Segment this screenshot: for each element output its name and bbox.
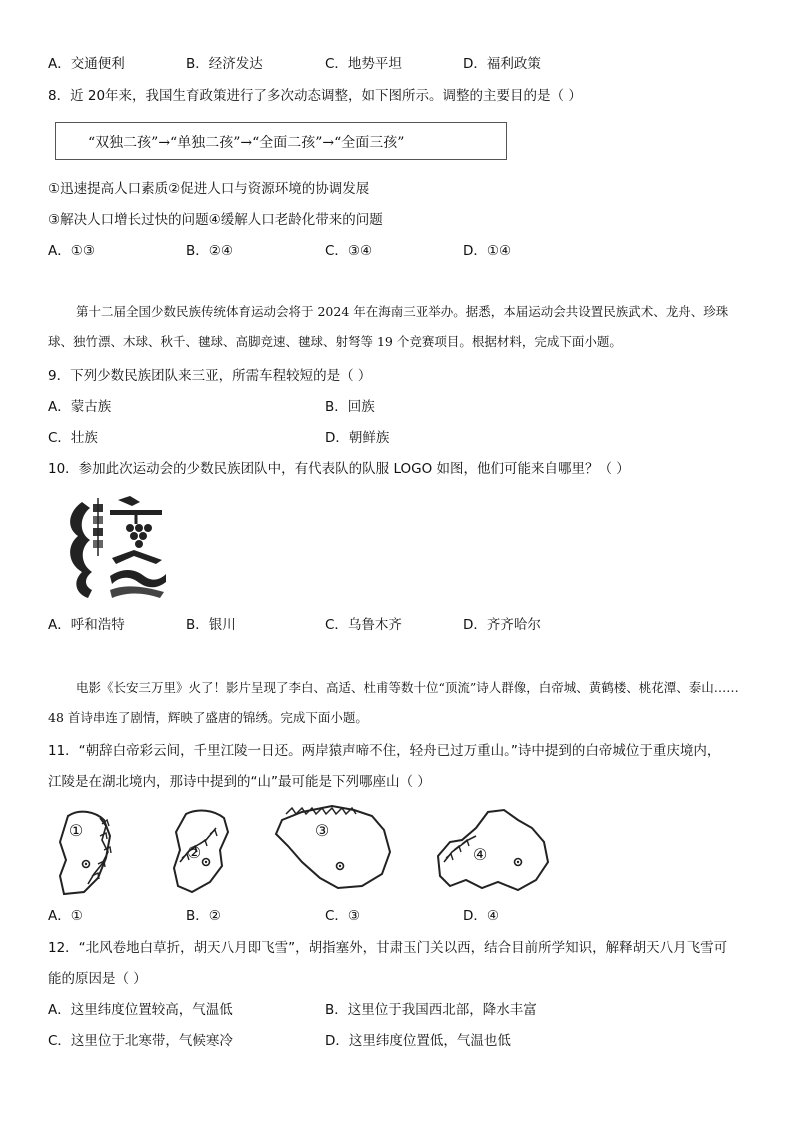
- q8-option-c: C．③④: [325, 243, 373, 259]
- q11-option-b: B．②: [186, 908, 221, 924]
- team-logo-image: [60, 494, 172, 602]
- q10-stem: 10．参加此次运动会的少数民族团队中，有代表队的队服 LOGO 如图，他们可能来自哪里？（ ）: [48, 461, 630, 477]
- q10-option-d: D．齐齐哈尔: [463, 617, 541, 633]
- map-1-label: ①: [68, 821, 84, 840]
- q11-option-d: D．④: [463, 908, 499, 924]
- q8-option-a: A．①③: [48, 243, 95, 259]
- q9-stem: 9．下列少数民族团队来三亚，所需车程较短的是（ ）: [48, 368, 372, 384]
- province-map-3: [272, 800, 394, 892]
- q10-option-b: B．银川: [186, 617, 236, 633]
- province-map-4: [432, 806, 554, 892]
- q8-option-b: B．②④: [186, 243, 233, 259]
- q12-stem-line-2: 能的原因是（ ）: [48, 971, 147, 987]
- q12-option-a: A．这里纬度位置较高，气温低: [48, 1002, 233, 1018]
- policy-sequence: “双独二孩”→“单独二孩”→“全面二孩”→“全面三孩”: [88, 135, 405, 151]
- q7-option-b: B．经济发达: [186, 56, 263, 72]
- q10-option-a: A．呼和浩特: [48, 617, 125, 633]
- q8-option-d: D．①④: [463, 243, 512, 259]
- q9-option-b: B．回族: [325, 399, 375, 415]
- q12-option-c: C．这里位于北寒带，气候寒冷: [48, 1033, 233, 1049]
- q7-option-a: A．交通便利: [48, 56, 125, 72]
- q9-option-c: C．壮族: [48, 430, 98, 446]
- map-2-label: ②: [186, 843, 202, 862]
- province-map-2: [166, 806, 236, 896]
- q9-option-a: A．蒙古族: [48, 399, 112, 415]
- material-1: 第十二届全国少数民族传统体育运动会将于 2024 年在海南三亚举办。据悉，本届运动会共设置民族武术、龙舟、珍珠球、独竹漂、木球、秋千、毽球、高脚竞速、毽球、射弩等 19 个竞赛项目。根据材料，完成下面小题。: [48, 304, 729, 349]
- province-map-1: [50, 806, 130, 896]
- map-3-label: ③: [314, 821, 330, 840]
- q11-option-c: C．③: [325, 908, 361, 924]
- material-2: 电影《长安三万里》火了！影片呈现了李白、高适、杜甫等数十位“顶流”诗人群像，白帝城、黄鹤楼、桃花潭、泰山……48 首诗串连了剧情，辉映了盛唐的锦绣。完成下面小题。: [48, 680, 739, 725]
- q7-option-d: D．福利政策: [463, 56, 541, 72]
- q12-option-d: D．这里纬度位置低，气温也低: [325, 1033, 511, 1049]
- q11-stem-line-1: 11．“朝辞白帝彩云间，千里江陵一日还。两岸猿声啼不住，轻舟已过万重山。”诗中提到的白帝城位于重庆境内，: [48, 743, 721, 759]
- q12-option-b: B．这里位于我国西北部，降水丰富: [325, 1002, 537, 1018]
- q11-stem-line-2: 江陵是在湖北境内，那诗中提到的“山”最可能是下列哪座山（ ）: [48, 774, 431, 790]
- q7-option-c: C．地势平坦: [325, 56, 402, 72]
- map-4-label: ④: [472, 845, 488, 864]
- q8-item-1: ①迅速提高人口素质②促进人口与资源环境的协调发展: [48, 181, 370, 197]
- q11-option-a: A．①: [48, 908, 83, 924]
- q9-option-d: D．朝鲜族: [325, 430, 390, 446]
- q10-option-c: C．乌鲁木齐: [325, 617, 402, 633]
- policy-box: [55, 122, 507, 160]
- q8-item-2: ③解决人口增长过快的问题④缓解人口老龄化带来的问题: [48, 212, 383, 228]
- q8-stem: 8．近 20年来，我国生育政策进行了多次动态调整，如下图所示。调整的主要目的是（ ）: [48, 88, 582, 104]
- q12-stem-line-1: 12．“北风卷地白草折，胡天八月即飞雪”，胡指塞外，甘肃玉门关以西，结合目前所学知识，解释胡天八月飞雪可: [48, 940, 728, 956]
